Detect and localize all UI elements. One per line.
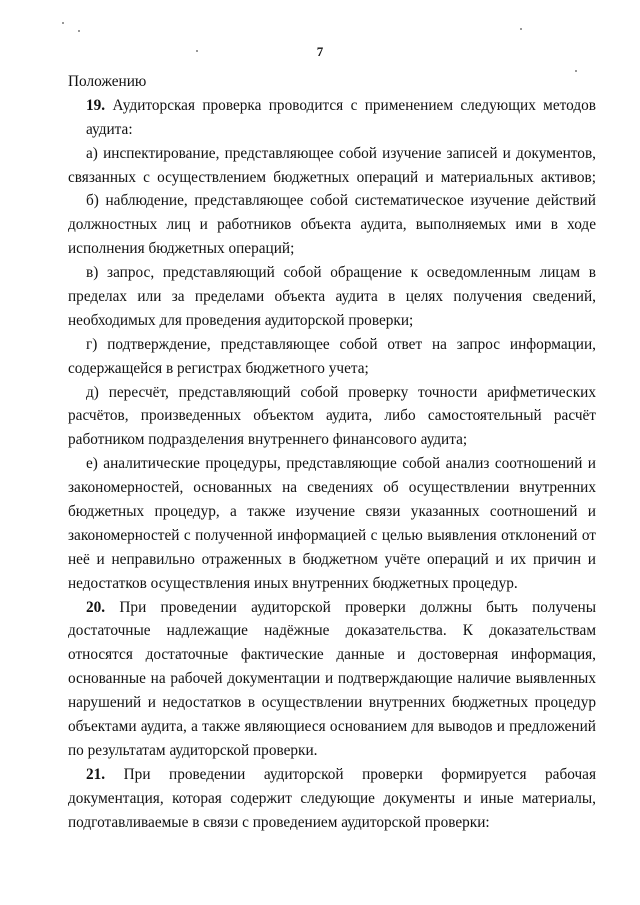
text-line: закономерностей, основанных на сведениях об осуществлении внутренних [68, 479, 596, 497]
scan-speck [78, 30, 80, 32]
text-line: достаточные надлежащие надёжные доказательства. К доказательствам [68, 622, 596, 640]
text-line: неё и неправильно отраженных в бюджетном учёте операций и их причин и [68, 550, 596, 568]
text-line: аудита: [86, 120, 133, 138]
text-line: недостатков осуществления иных внутренних бюджетных процедур. [68, 574, 518, 592]
text-line: б) наблюдение, представляющее собой систематическое изучение действий [86, 192, 596, 210]
text-line: содержащейся в регистрах бюджетного учета; [68, 359, 369, 377]
text-line: а) инспектирование, представляющее собой изучение записей и документов, [86, 144, 596, 162]
scan-speck [520, 28, 522, 30]
clause-number: 21. [86, 765, 106, 783]
text-line: необходимых для проведения аудиторской проверки; [68, 311, 414, 329]
text-line: относятся достаточные фактические данные и достоверная информация, [68, 646, 596, 664]
text-line: основанные на рабочей документации и подтверждающие наличие выявленных [68, 670, 596, 688]
clause-number: 19. [86, 96, 106, 114]
text-line: пределах или за пределами объекта аудита в целях получения сведений, [68, 288, 596, 306]
scan-speck [62, 22, 64, 24]
clause-21-heading: 21. При проведении аудиторской проверки формируется рабочая [86, 765, 596, 783]
clause-20-heading: 20. При проведении аудиторской проверки должны быть получены [86, 598, 596, 616]
text-line: связанных с осуществлением бюджетных операций и материальных активов; [68, 168, 596, 186]
text-line: бюджетных процедур, а также изучение связи указанных соотношений и [68, 503, 596, 521]
text-line: е) аналитические процедуры, представляющие собой анализ соотношений и [86, 455, 596, 473]
clause-19-heading: 19. Аудиторская проверка проводится с применением следующих методов [86, 96, 596, 114]
page-number: 7 [316, 44, 324, 59]
text-line: закономерностей с полученной информацией с целью выявления отклонений от [68, 526, 596, 544]
scan-speck [196, 50, 198, 52]
text-line: по результатам аудиторской проверки. [68, 741, 318, 759]
text-line: д) пересчёт, представляющий собой проверку точности арифметических [86, 383, 596, 401]
text-line: г) подтверждение, представляющее собой ответ на запрос информации, [86, 335, 596, 353]
text-line: нарушений и недостатков в осуществлении внутренних бюджетных процедур [68, 694, 596, 712]
text-line: исполнения бюджетных операций; [68, 240, 295, 258]
text-line: объектами аудита, а также являющиеся основанием для выводов и предложений [68, 718, 596, 736]
text-line: работником подразделения внутреннего финансового аудита; [68, 431, 468, 449]
text-line: должностных лиц и работников объекта аудита, выполняемых ими в ходе [68, 216, 596, 234]
document-body [68, 70, 596, 835]
text-line: Положению [68, 73, 147, 90]
text-line: расчётов, произведенных объектом аудита, либо самостоятельный расчёт [68, 407, 596, 425]
clause-number: 20. [86, 598, 106, 616]
text-line: документация, которая содержит следующие документы и иные материалы, [68, 789, 596, 807]
text-line: подготавливаемые в связи с проведением аудиторской проверки: [68, 813, 490, 831]
scan-speck [575, 70, 577, 72]
text-line: в) запрос, представляющий собой обращение к осведомленным лицам в [86, 264, 596, 282]
